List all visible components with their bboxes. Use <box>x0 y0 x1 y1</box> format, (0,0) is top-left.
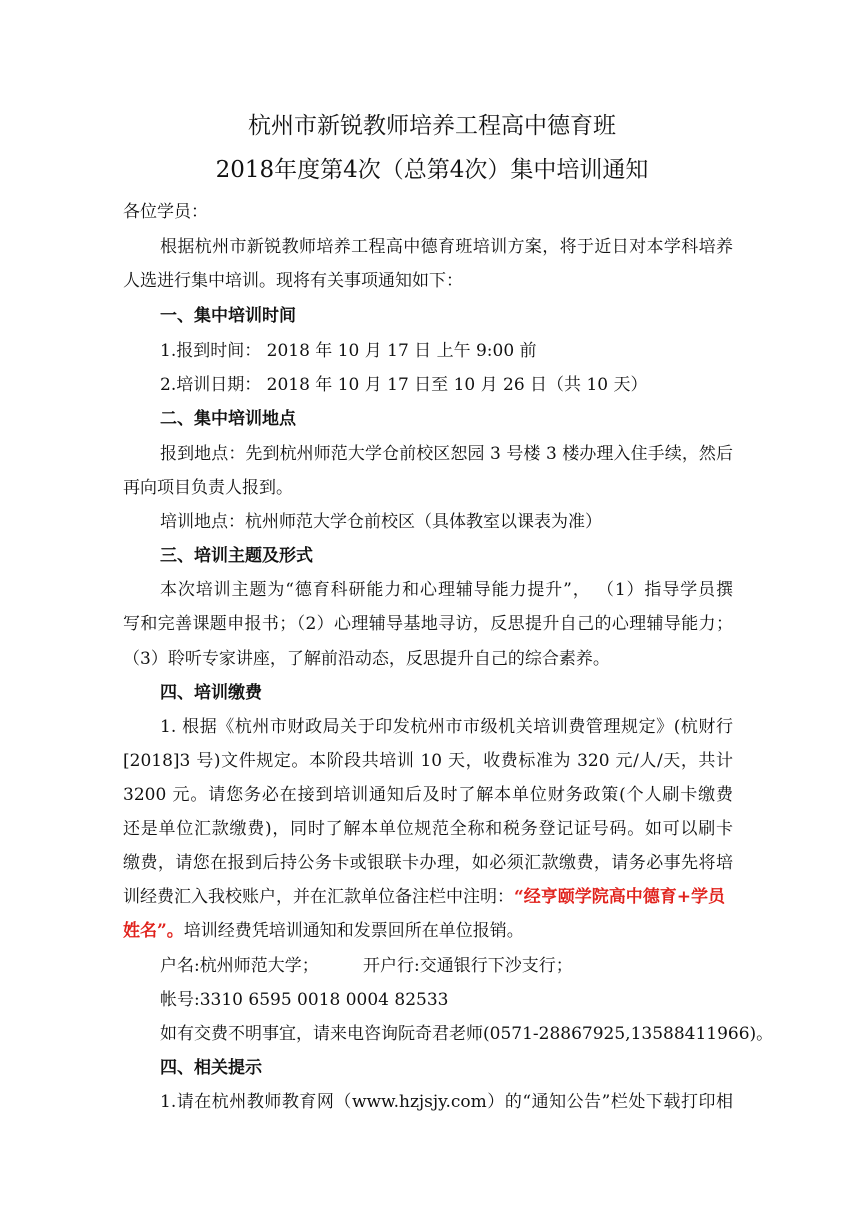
fee-line-5: 缴费，请您在报到后持公务卡或银联卡办理，如必须汇款缴费，请务必事先将培 <box>123 853 733 873</box>
account-number: 帐号:3310 6595 0018 0004 82533 <box>160 990 449 1010</box>
fee-line-2: [2018]3 号)文件规定。本阶段共培训 10 天，收费标准为 320 元/人/天，共计 <box>123 751 733 771</box>
theme-line-3: （3）聆听专家讲座，了解前沿动态，反思提升自己的综合素养。 <box>123 649 610 669</box>
fee-line-4: 还是单位汇款缴费)，同时了解本单位规范全称和税务登记证号码。如可以刷卡 <box>123 819 733 839</box>
title-line-2: 2018年度第4次（总第4次）集中培训通知 <box>215 157 649 183</box>
section-1-heading: 一、集中培训时间 <box>160 306 296 326</box>
section-4-heading: 四、培训缴费 <box>160 683 262 703</box>
training-place: 培训地点：杭州师范大学仓前校区（具体教室以课表为准） <box>160 512 602 532</box>
fee-line-7-text: 培训经费凭培训通知和发票回所在单位报销。 <box>183 921 524 941</box>
section-3-heading: 三、培训主题及形式 <box>160 546 313 566</box>
report-time: 1.报到时间： 2018 年 10 月 17 日 上午 9:00 前 <box>160 341 537 361</box>
training-dates: 2.培训日期： 2018 年 10 月 17 日至 10 月 26 日（共 10 天） <box>160 375 648 395</box>
intro-line-2: 人选进行集中培训。现将有关事项通知如下： <box>123 271 463 291</box>
salutation: 各位学员： <box>123 202 208 222</box>
notice-line-1: 1.请在杭州教师教育网（www.hzjsjy.com）的“通知公告”栏处下载打印相 <box>160 1092 733 1112</box>
fee-line-1: 1. 根据《杭州市财政局关于印发杭州市市级机关培训费管理规定》(杭财行 <box>160 717 733 737</box>
bank-name: 开户行:交通银行下沙支行； <box>363 956 573 976</box>
fee-line-6-text: 训经费汇入我校账户，并在汇款单位备注栏中注明： <box>123 887 514 907</box>
fee-line-6 <box>123 885 725 909</box>
remark-highlight-end: 姓名”。 <box>123 921 184 941</box>
remark-highlight: “经亨颐学院高中德育+学员 <box>514 887 726 907</box>
theme-line-1: 本次培训主题为“德育科研能力和心理辅导能力提升”， （1）指导学员撰 <box>160 580 733 600</box>
report-place-line-1: 报到地点：先到杭州师范大学仓前校区恕园 3 号楼 3 楼办理入住手续，然后 <box>160 444 733 464</box>
fee-line-7 <box>123 919 524 943</box>
report-place-line-2: 再向项目负责人报到。 <box>123 478 293 498</box>
theme-line-2: 写和完善课题申报书；（2）心理辅导基地寻访，反思提升自己的心理辅导能力； <box>123 614 733 634</box>
account-name: 户名:杭州师范大学； <box>160 956 319 976</box>
contact-info: 如有交费不明事宜，请来电咨询阮奇君老师(0571-28867925,13588411966)。 <box>160 1024 774 1044</box>
title-line-1: 杭州市新锐教师培养工程高中德育班 <box>248 113 616 139</box>
fee-line-3: 3200 元。请您务必在接到培训通知后及时了解本单位财务政策(个人刷卡缴费 <box>123 785 733 805</box>
section-5-heading: 四、相关提示 <box>160 1058 262 1078</box>
intro-line-1: 根据杭州市新锐教师培养工程高中德育班培训方案，将于近日对本学科培养 <box>160 237 733 257</box>
section-2-heading: 二、集中培训地点 <box>160 409 296 429</box>
